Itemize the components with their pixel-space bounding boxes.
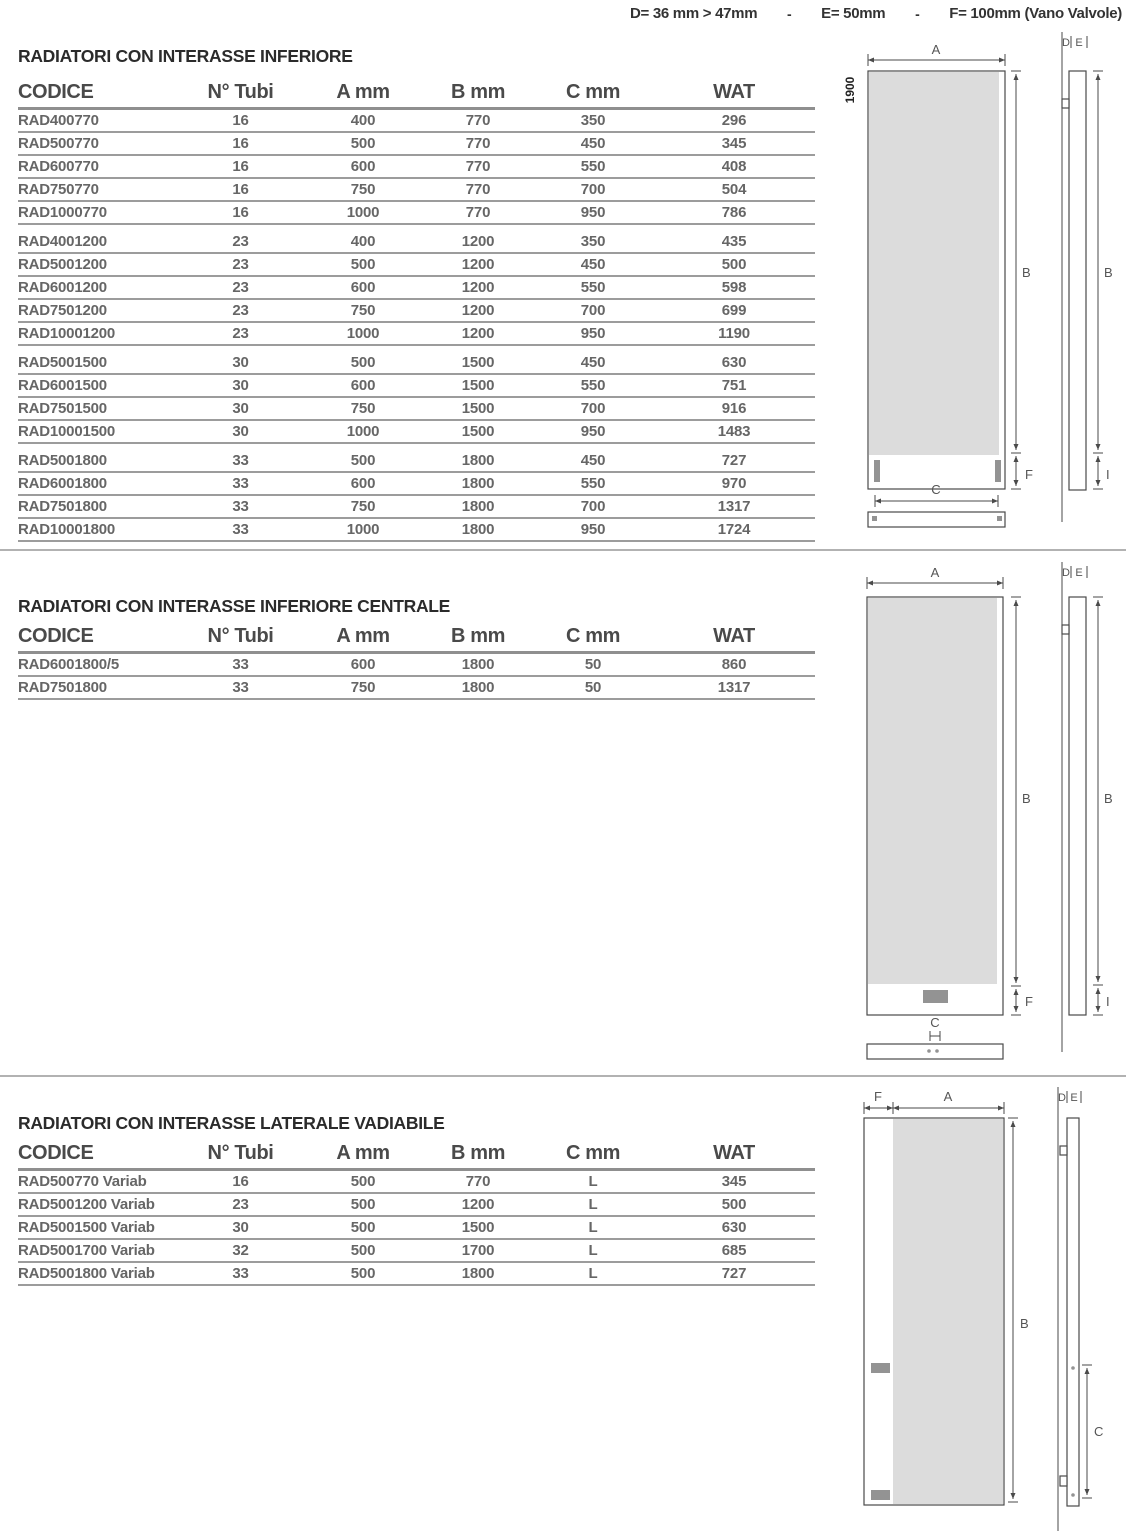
dim-i-label: I xyxy=(1106,467,1110,482)
cell-codice: RAD750770 xyxy=(18,181,99,198)
cell-wat: 1724 xyxy=(717,521,751,538)
section-title-inferiore: RADIATORI CON INTERASSE INFERIORE xyxy=(18,46,353,66)
diagram-radiator-inferiore-centrale xyxy=(840,560,1126,1065)
cell-c-mm: L xyxy=(588,1242,598,1259)
cell-wat: 786 xyxy=(721,204,747,221)
cell-b-mm: 770 xyxy=(465,204,491,221)
cell-c-mm: 950 xyxy=(580,325,606,342)
cell-codice: RAD1000770 xyxy=(18,204,107,221)
cell-codice: RAD10001200 xyxy=(18,325,116,342)
side-profile xyxy=(1067,1118,1079,1506)
cell-a-mm: 500 xyxy=(350,452,376,469)
radiator-panel xyxy=(893,1119,1003,1504)
spec-e: E= 50mm xyxy=(821,5,886,22)
cell-tubi: 33 xyxy=(232,521,249,538)
cell-wat: 630 xyxy=(721,1219,747,1236)
cell-a-mm: 750 xyxy=(350,302,376,319)
cell-tubi: 23 xyxy=(232,325,249,342)
cell-c-mm: L xyxy=(588,1265,598,1282)
connection-upper xyxy=(871,1363,890,1373)
cell-codice: RAD10001800 xyxy=(18,521,116,538)
cell-wat: 345 xyxy=(721,1173,747,1190)
dim-b-label: B xyxy=(1022,265,1031,280)
table-row xyxy=(18,110,815,133)
table-row xyxy=(18,496,815,519)
cell-wat: 916 xyxy=(721,400,747,417)
cell-tubi: 16 xyxy=(232,135,249,152)
column-header-tubi: N° Tubi xyxy=(207,625,274,647)
dim-d-label: D xyxy=(1058,1092,1066,1104)
cell-c-mm: L xyxy=(588,1219,598,1236)
dim-b-label: B xyxy=(1104,791,1113,806)
table-inferiore-centrale xyxy=(18,624,815,700)
cell-wat: 504 xyxy=(721,181,747,198)
cell-wat: 598 xyxy=(721,279,747,296)
cell-codice: RAD6001500 xyxy=(18,377,107,394)
cell-a-mm: 750 xyxy=(350,498,376,515)
table-row xyxy=(18,277,815,300)
table-laterale-variabile xyxy=(18,1141,815,1286)
side-view xyxy=(1062,32,1113,522)
side-view xyxy=(1058,1087,1103,1531)
dimension-spec-strip xyxy=(630,5,1122,22)
side-view xyxy=(1062,562,1113,1052)
connection-right xyxy=(995,460,1001,482)
cell-codice: RAD500770 xyxy=(18,135,99,152)
cell-tubi: 33 xyxy=(232,1265,249,1282)
section-divider xyxy=(0,1075,1126,1077)
section-title-laterale-variabile: RADIATORI CON INTERASSE LATERALE VADIABILE xyxy=(18,1113,445,1133)
row-group xyxy=(18,1171,815,1286)
table-row xyxy=(18,202,815,225)
table-row xyxy=(18,300,815,323)
cell-wat: 1317 xyxy=(717,679,751,696)
cell-wat: 435 xyxy=(721,233,747,250)
table-inferiore xyxy=(18,80,815,542)
table-header-row xyxy=(18,80,815,110)
dim-d-label: D xyxy=(1062,37,1070,49)
cell-a-mm: 500 xyxy=(350,1196,376,1213)
cell-codice: RAD5001200 xyxy=(18,256,107,273)
cell-tubi: 30 xyxy=(232,354,249,371)
cell-wat: 630 xyxy=(721,354,747,371)
cell-a-mm: 500 xyxy=(350,354,376,371)
cell-a-mm: 1000 xyxy=(346,204,380,221)
diagram-radiator-laterale-variabile xyxy=(840,1085,1126,1531)
cell-codice: RAD6001200 xyxy=(18,279,107,296)
dim-f-label: F xyxy=(1025,467,1033,482)
cell-tubi: 16 xyxy=(232,204,249,221)
cell-b-mm: 1500 xyxy=(461,423,495,440)
cell-b-mm: 1200 xyxy=(461,256,495,273)
dim-b-label: B xyxy=(1022,791,1031,806)
cell-c-mm: 950 xyxy=(580,423,606,440)
cell-b-mm: 1200 xyxy=(461,325,495,342)
table-body xyxy=(18,110,815,542)
cell-wat: 751 xyxy=(721,377,747,394)
cell-wat: 500 xyxy=(721,256,747,273)
cell-a-mm: 500 xyxy=(350,1219,376,1236)
column-header-wat: WAT xyxy=(713,81,755,103)
cell-wat: 500 xyxy=(721,1196,747,1213)
cell-b-mm: 1800 xyxy=(461,475,495,492)
cell-codice: RAD5001500 xyxy=(18,354,107,371)
section-divider xyxy=(0,549,1126,551)
table-row xyxy=(18,323,815,346)
cell-a-mm: 400 xyxy=(350,233,376,250)
table-row xyxy=(18,421,815,444)
column-header-a: A mm xyxy=(336,81,390,103)
cell-a-mm: 500 xyxy=(350,1173,376,1190)
table-row xyxy=(18,1194,815,1217)
spec-separator: - xyxy=(787,5,792,22)
cell-b-mm: 770 xyxy=(465,135,491,152)
wall-bracket xyxy=(1062,625,1069,634)
cell-tubi: 16 xyxy=(232,112,249,129)
row-group xyxy=(18,654,815,700)
connection-dot-lower xyxy=(1071,1493,1075,1497)
wall-bracket xyxy=(1062,99,1069,108)
cell-codice: RAD5001500 Variab xyxy=(18,1219,155,1236)
connection-central xyxy=(923,990,948,1003)
column-header-codice: CODICE xyxy=(18,81,94,103)
cell-codice: RAD10001500 xyxy=(18,423,116,440)
cell-tubi: 16 xyxy=(232,1173,249,1190)
cell-c-mm: 450 xyxy=(580,135,606,152)
row-group xyxy=(18,110,815,225)
cell-tubi: 33 xyxy=(232,679,249,696)
column-header-c: C mm xyxy=(566,1142,620,1164)
diagram-radiator-inferiore xyxy=(840,30,1126,540)
cell-wat: 1317 xyxy=(717,498,751,515)
cell-b-mm: 1700 xyxy=(461,1242,495,1259)
cell-codice: RAD7501200 xyxy=(18,302,107,319)
cell-a-mm: 400 xyxy=(350,112,376,129)
dim-a-label: A xyxy=(931,42,941,57)
dim-a-label: A xyxy=(943,1089,953,1104)
table-row xyxy=(18,375,815,398)
side-profile xyxy=(1069,597,1086,1015)
cell-c-mm: 450 xyxy=(580,354,606,371)
cell-b-mm: 1800 xyxy=(461,452,495,469)
table-header-row xyxy=(18,1141,815,1171)
cell-b-mm: 1500 xyxy=(461,400,495,417)
table-row xyxy=(18,473,815,496)
cell-codice: RAD600770 xyxy=(18,158,99,175)
cell-a-mm: 600 xyxy=(350,656,376,673)
cell-a-mm: 1000 xyxy=(346,325,380,342)
cell-wat: 1483 xyxy=(717,423,751,440)
cell-a-mm: 750 xyxy=(350,400,376,417)
cell-codice: RAD5001200 Variab xyxy=(18,1196,155,1213)
front-view xyxy=(867,565,1033,1015)
cell-c-mm: 550 xyxy=(580,377,606,394)
cell-codice: RAD6001800/5 xyxy=(18,656,120,673)
column-header-tubi: N° Tubi xyxy=(207,81,274,103)
cell-b-mm: 1800 xyxy=(461,679,495,696)
spec-d: D= 36 mm > 47mm xyxy=(630,5,758,22)
table-body xyxy=(18,1171,815,1286)
cell-a-mm: 500 xyxy=(350,1265,376,1282)
cell-tubi: 23 xyxy=(232,233,249,250)
cell-wat: 1190 xyxy=(718,325,750,342)
cell-b-mm: 770 xyxy=(465,1173,491,1190)
cell-b-mm: 1800 xyxy=(461,498,495,515)
cell-wat: 408 xyxy=(721,158,747,175)
cell-b-mm: 1200 xyxy=(461,1196,495,1213)
cell-a-mm: 500 xyxy=(350,135,376,152)
cell-b-mm: 770 xyxy=(465,158,491,175)
cell-codice: RAD500770 Variab xyxy=(18,1173,147,1190)
connection-left xyxy=(874,460,880,482)
cell-c-mm: 50 xyxy=(584,656,602,673)
cell-c-mm: 700 xyxy=(580,498,606,515)
column-header-b: B mm xyxy=(451,81,505,103)
dim-b-label: B xyxy=(1104,265,1113,280)
cell-codice: RAD5001800 Variab xyxy=(18,1265,155,1282)
table-row xyxy=(18,398,815,421)
table-row xyxy=(18,156,815,179)
bottom-view xyxy=(867,1015,1003,1059)
cell-b-mm: 770 xyxy=(465,181,491,198)
cell-c-mm: 450 xyxy=(580,452,606,469)
total-height-label: 1900 xyxy=(843,76,857,104)
front-view xyxy=(864,1089,1029,1505)
wall-bracket-top xyxy=(1060,1146,1067,1155)
cell-wat: 727 xyxy=(721,1265,747,1282)
front-view xyxy=(843,42,1033,489)
cell-codice: RAD7501800 xyxy=(18,498,107,515)
cell-a-mm: 1000 xyxy=(346,423,380,440)
table-row xyxy=(18,654,815,677)
wall-bracket-bottom xyxy=(1060,1476,1067,1486)
cell-c-mm: 550 xyxy=(580,158,606,175)
cell-tubi: 33 xyxy=(232,452,249,469)
spec-f: F= 100mm (Vano Valvole) xyxy=(949,5,1122,22)
cell-tubi: 30 xyxy=(232,1219,249,1236)
row-group xyxy=(18,450,815,542)
dim-c-label: C xyxy=(1094,1424,1104,1439)
cell-wat: 860 xyxy=(721,656,747,673)
column-header-codice: CODICE xyxy=(18,625,94,647)
cell-c-mm: 350 xyxy=(580,112,606,129)
cell-a-mm: 750 xyxy=(350,679,376,696)
cell-b-mm: 1500 xyxy=(461,354,495,371)
table-row xyxy=(18,1263,815,1286)
dim-c-label: C xyxy=(930,1015,940,1030)
cell-c-mm: 450 xyxy=(580,256,606,273)
table-row xyxy=(18,450,815,473)
cell-tubi: 23 xyxy=(232,302,249,319)
cell-tubi: 23 xyxy=(232,256,249,273)
cell-codice: RAD6001800 xyxy=(18,475,107,492)
cell-wat: 345 xyxy=(721,135,747,152)
table-row xyxy=(18,254,815,277)
cell-codice: RAD5001800 xyxy=(18,452,107,469)
cell-c-mm: 700 xyxy=(580,181,606,198)
column-header-b: B mm xyxy=(451,1142,505,1164)
cell-wat: 727 xyxy=(721,452,747,469)
dim-i-label: I xyxy=(1106,994,1110,1009)
dim-c-label: C xyxy=(931,482,941,497)
column-header-wat: WAT xyxy=(713,1142,755,1164)
cell-codice: RAD7501800 xyxy=(18,679,107,696)
cell-codice: RAD5001700 Variab xyxy=(18,1242,155,1259)
cell-b-mm: 1200 xyxy=(461,233,495,250)
radiator-panel xyxy=(869,72,999,455)
column-header-c: C mm xyxy=(566,81,620,103)
cell-tubi: 32 xyxy=(232,1242,249,1259)
dim-e-label: E xyxy=(1075,567,1083,579)
cell-c-mm: 950 xyxy=(580,204,606,221)
cell-b-mm: 1500 xyxy=(461,1219,495,1236)
cell-tubi: 33 xyxy=(232,498,249,515)
column-header-a: A mm xyxy=(336,625,390,647)
table-row xyxy=(18,519,815,542)
cell-c-mm: 350 xyxy=(580,233,606,250)
cell-b-mm: 1200 xyxy=(461,302,495,319)
spec-separator: - xyxy=(915,5,920,22)
column-header-codice: CODICE xyxy=(18,1142,94,1164)
cell-b-mm: 1200 xyxy=(461,279,495,296)
cell-codice: RAD400770 xyxy=(18,112,99,129)
cell-wat: 699 xyxy=(721,302,747,319)
cell-codice: RAD7501500 xyxy=(18,400,107,417)
dim-a-label: A xyxy=(930,565,940,580)
connection-dot-upper xyxy=(1071,1366,1075,1370)
column-header-a: A mm xyxy=(336,1142,390,1164)
cell-wat: 685 xyxy=(721,1242,747,1259)
column-header-tubi: N° Tubi xyxy=(207,1142,274,1164)
side-profile xyxy=(1069,71,1086,490)
cell-codice: RAD4001200 xyxy=(18,233,107,250)
row-group xyxy=(18,352,815,444)
cell-a-mm: 1000 xyxy=(346,521,380,538)
dim-f-label: F xyxy=(1025,994,1033,1009)
connection-lower xyxy=(871,1490,890,1500)
radiator-panel xyxy=(868,598,997,984)
cell-c-mm: 550 xyxy=(580,279,606,296)
cell-tubi: 30 xyxy=(232,400,249,417)
cell-tubi: 30 xyxy=(232,377,249,394)
cell-b-mm: 1800 xyxy=(461,1265,495,1282)
cell-b-mm: 770 xyxy=(465,112,491,129)
table-row xyxy=(18,1240,815,1263)
table-row xyxy=(18,231,815,254)
cell-c-mm: 700 xyxy=(580,302,606,319)
cell-c-mm: 50 xyxy=(584,679,602,696)
cell-b-mm: 1800 xyxy=(461,656,495,673)
table-body xyxy=(18,654,815,700)
dim-d-label: D xyxy=(1062,567,1070,579)
cell-tubi: 23 xyxy=(232,279,249,296)
cell-tubi: 33 xyxy=(232,475,249,492)
table-row xyxy=(18,677,815,700)
table-row xyxy=(18,1171,815,1194)
cell-wat: 970 xyxy=(721,475,747,492)
column-header-c: C mm xyxy=(566,625,620,647)
dim-e-label: E xyxy=(1070,1092,1078,1104)
cell-a-mm: 600 xyxy=(350,377,376,394)
cell-c-mm: 550 xyxy=(580,475,606,492)
dim-e-label: E xyxy=(1075,37,1083,49)
column-header-b: B mm xyxy=(451,625,505,647)
dim-f-label: F xyxy=(874,1089,882,1104)
cell-tubi: 23 xyxy=(232,1196,249,1213)
cell-a-mm: 600 xyxy=(350,279,376,296)
cell-c-mm: 950 xyxy=(580,521,606,538)
cell-c-mm: L xyxy=(588,1173,598,1190)
row-group xyxy=(18,231,815,346)
cell-tubi: 30 xyxy=(232,423,249,440)
cell-tubi: 16 xyxy=(232,158,249,175)
cell-b-mm: 1500 xyxy=(461,377,495,394)
table-header-row xyxy=(18,624,815,654)
cell-a-mm: 600 xyxy=(350,475,376,492)
section-title-inferiore-centrale: RADIATORI CON INTERASSE INFERIORE CENTRALE xyxy=(18,596,451,616)
base-strip xyxy=(867,1044,1003,1059)
base-strip xyxy=(868,512,1005,527)
cell-a-mm: 750 xyxy=(350,181,376,198)
cell-a-mm: 500 xyxy=(350,1242,376,1259)
table-row xyxy=(18,133,815,156)
table-row xyxy=(18,352,815,375)
cell-c-mm: 700 xyxy=(580,400,606,417)
cell-tubi: 16 xyxy=(232,181,249,198)
table-row xyxy=(18,1217,815,1240)
cell-tubi: 33 xyxy=(232,656,249,673)
table-row xyxy=(18,179,815,202)
cell-c-mm: L xyxy=(588,1196,598,1213)
cell-b-mm: 1800 xyxy=(461,521,495,538)
dim-b-label: B xyxy=(1020,1316,1029,1331)
cell-wat: 296 xyxy=(721,112,747,129)
column-header-wat: WAT xyxy=(713,625,755,647)
cell-a-mm: 500 xyxy=(350,256,376,273)
cell-a-mm: 600 xyxy=(350,158,376,175)
